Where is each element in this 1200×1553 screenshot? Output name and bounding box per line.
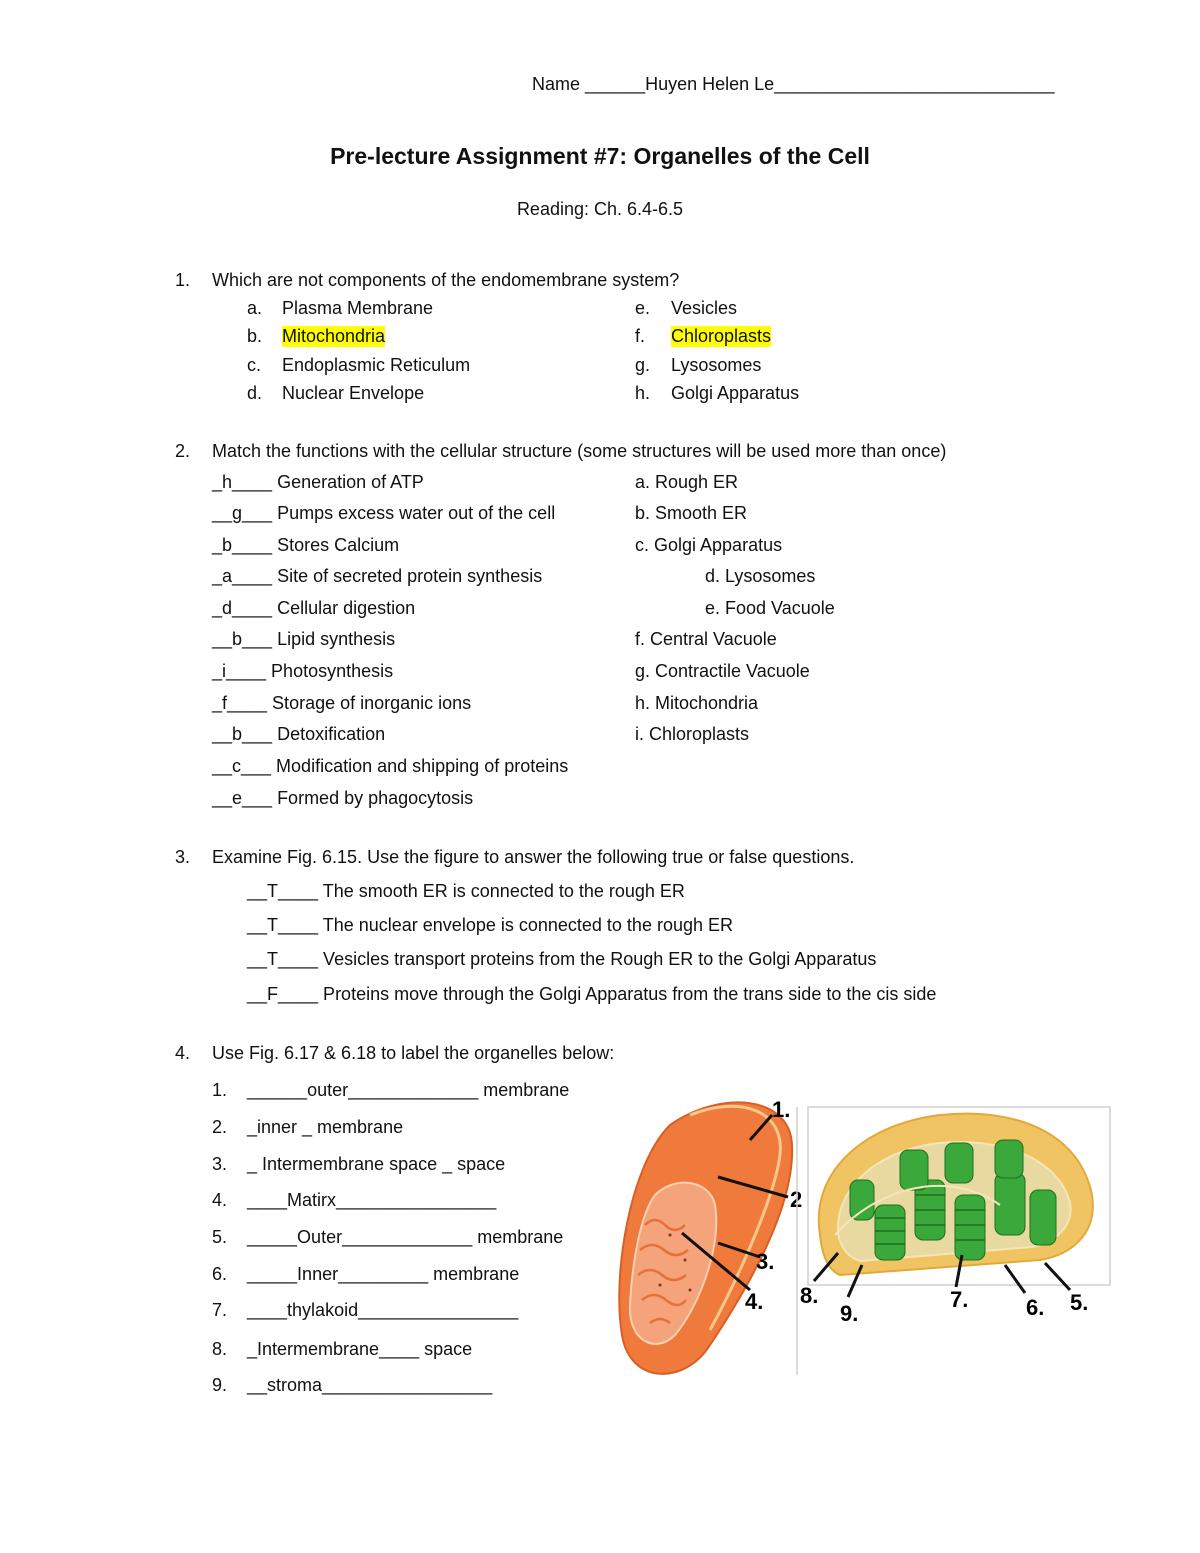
q4-item-answer: _Intermembrane____ space (247, 1339, 473, 1359)
q3-number: 3. (175, 847, 191, 867)
q2-function-item: _h____ Generation of ATP (212, 472, 424, 492)
mito-label-1: 1. (772, 1097, 791, 1122)
q3-statement: __T____ The smooth ER is connected to the rough ER (247, 881, 685, 901)
mito-label-3: 3. (756, 1249, 775, 1274)
chloroplast-illustration (797, 1107, 1110, 1375)
name-line: Name ______Huyen Helen Le____________________________ (532, 74, 1055, 94)
page-title: Pre-lecture Assignment #7: Organelles of the Cell (330, 143, 870, 169)
mitochondrion-illustration (619, 1097, 802, 1374)
q4-item-number: 7. (212, 1300, 228, 1320)
q1-number: 1. (175, 270, 191, 290)
q2-structure-item: e. Food Vacuole (705, 598, 835, 618)
q1-option-letter: a. (247, 298, 263, 318)
q2-structure-item: b. Smooth ER (635, 503, 748, 523)
q4-item-number: 2. (212, 1117, 228, 1137)
q1-option-letter: d. (247, 383, 263, 403)
q2-function-item: _i____ Photosynthesis (212, 661, 394, 681)
chloro-label-7: 7. (950, 1287, 969, 1312)
q4-item-answer: __stroma_________________ (247, 1375, 493, 1395)
q2-function-item: _d____ Cellular digestion (212, 598, 416, 618)
q1-option: Golgi Apparatus (671, 383, 800, 403)
mito-label-2: 2 (790, 1187, 803, 1212)
q2-function-item: __b___ Detoxification (212, 724, 386, 744)
q1-option-letter: b. (247, 326, 263, 346)
q3-statement: __T____ Vesicles transport proteins from the Rough ER to the Golgi Apparatus (247, 949, 877, 969)
q1-question: Which are not components of the endomembrane system? (212, 270, 680, 290)
q4-item-number: 5. (212, 1227, 228, 1247)
q2-function-item: _f____ Storage of inorganic ions (212, 693, 472, 713)
q4-number: 4. (175, 1043, 191, 1063)
q1-option: Vesicles (671, 298, 738, 318)
q4-item-number: 9. (212, 1375, 228, 1395)
q2-structure-item: f. Central Vacuole (635, 629, 777, 649)
q3-statement: __F____ Proteins move through the Golgi Apparatus from the trans side to the cis side (247, 984, 937, 1004)
q1-option: Chloroplasts (671, 326, 772, 346)
q4-item-answer: ______outer_____________ membrane (247, 1080, 570, 1100)
q4-item-number: 1. (212, 1080, 228, 1100)
q4-item-answer: _inner _ membrane (247, 1117, 404, 1137)
q1-option-letter: h. (635, 383, 651, 403)
q1-option-letter: g. (635, 355, 651, 375)
q4-item-answer: ____thylakoid________________ (247, 1300, 519, 1320)
q2-structure-item: i. Chloroplasts (635, 724, 750, 744)
q1-option-letter: e. (635, 298, 651, 318)
q2-structure-item: g. Contractile Vacuole (635, 661, 810, 681)
q4-item-answer: _____Inner_________ membrane (247, 1264, 520, 1284)
q1-option-letter: c. (247, 355, 262, 375)
q2-function-item: _a____ Site of secreted protein synthesis (212, 566, 543, 586)
chloro-label-9: 9. (840, 1301, 859, 1326)
q2-function-item: __c___ Modification and shipping of proteins (212, 756, 569, 776)
q4-item-number: 6. (212, 1264, 228, 1284)
q4-item-number: 8. (212, 1339, 228, 1359)
q1-option: Plasma Membrane (282, 298, 434, 318)
q2-function-item: __g___ Pumps excess water out of the cell (212, 503, 556, 523)
q4-item-answer: ____Matirx________________ (247, 1190, 497, 1210)
q1-option: Endoplasmic Reticulum (282, 355, 471, 375)
q1-option-letter: f. (635, 326, 646, 346)
q3-question: Examine Fig. 6.15. Use the figure to answer the following true or false questions. (212, 847, 855, 867)
q2-question: Match the functions with the cellular structure (some structures will be used more than once) (212, 441, 947, 461)
q1-option: Nuclear Envelope (282, 383, 425, 403)
q2-structure-item: d. Lysosomes (705, 566, 816, 586)
organelle-figure (600, 1085, 1120, 1385)
q2-structure-item: a. Rough ER (635, 472, 739, 492)
q2-structure-item: h. Mitochondria (635, 693, 759, 713)
q4-item-answer: _ Intermembrane space _ space (247, 1154, 506, 1174)
q4-question: Use Fig. 6.17 & 6.18 to label the organelles below: (212, 1043, 615, 1063)
q2-function-item: __b___ Lipid synthesis (212, 629, 396, 649)
q4-item-number: 4. (212, 1190, 228, 1210)
q2-structure-item: c. Golgi Apparatus (635, 535, 783, 555)
q1-option: Lysosomes (671, 355, 762, 375)
chloro-label-5: 5. (1070, 1290, 1089, 1315)
chloro-label-6: 6. (1026, 1295, 1045, 1320)
q2-function-item: _b____ Stores Calcium (212, 535, 400, 555)
q4-item-number: 3. (212, 1154, 228, 1174)
mito-label-4: 4. (745, 1289, 764, 1314)
q2-number: 2. (175, 441, 191, 461)
q1-option: Mitochondria (282, 326, 386, 346)
q4-item-answer: _____Outer_____________ membrane (247, 1227, 564, 1247)
q2-function-item: __e___ Formed by phagocytosis (212, 788, 474, 808)
q3-statement: __T____ The nuclear envelope is connected to the rough ER (247, 915, 733, 935)
reading-reference: Reading: Ch. 6.4-6.5 (516, 199, 684, 219)
chloro-label-8: 8. (800, 1283, 819, 1308)
